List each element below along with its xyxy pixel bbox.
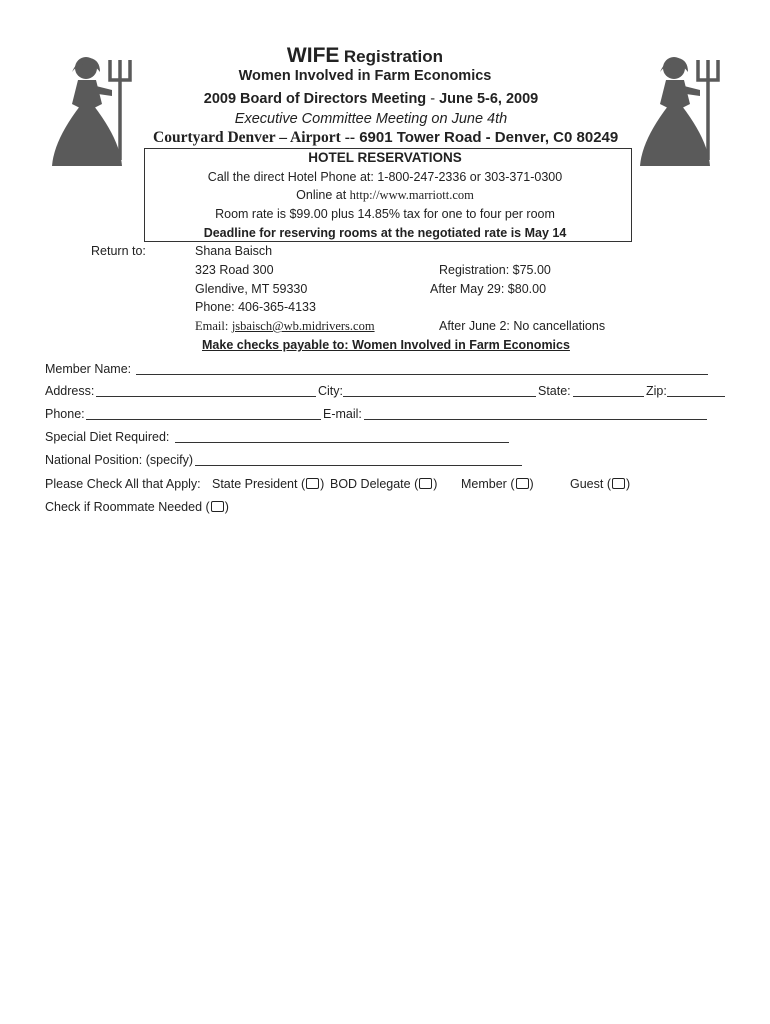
checkbox-icon: [612, 478, 625, 489]
checks-payable: Make checks payable to: Women Involved in Farm Economics: [202, 338, 570, 352]
meeting-dates: June 5-6, 2009: [439, 91, 539, 107]
special-diet-label: Special Diet Required:: [45, 430, 170, 444]
guest-checkbox[interactable]: ( ): [606, 477, 631, 491]
option-roommate[interactable]: [45, 500, 229, 514]
checkbox-icon: [419, 478, 432, 489]
option-guest[interactable]: [570, 477, 630, 491]
title-registration: Registration: [343, 47, 444, 66]
venue-line: [153, 129, 618, 147]
bod-delegate-checkbox[interactable]: ( ): [414, 477, 438, 491]
title-wife: WIFE: [286, 44, 340, 67]
special-diet-field[interactable]: [175, 442, 509, 443]
marriott-link[interactable]: http://www.marriott.com: [349, 188, 474, 202]
return-phone: Phone: 406-365-4133: [195, 300, 316, 314]
check-all-label: Please Check All that Apply:: [45, 477, 201, 491]
meeting-sep: -: [430, 91, 436, 107]
member-checkbox[interactable]: ( ): [510, 477, 534, 491]
return-name: Shana Baisch: [195, 244, 273, 258]
state-president-checkbox[interactable]: ( ): [300, 477, 325, 491]
return-street: 323 Road 300: [195, 263, 274, 277]
city-label: City:: [318, 384, 343, 398]
roommate-label: Check if Roommate Needed: [45, 500, 203, 514]
meeting-line: [0, 91, 756, 107]
return-email: [195, 319, 375, 334]
member-name-field[interactable]: [136, 374, 708, 375]
exec-meeting: Executive Committee Meeting on June 4th: [234, 111, 508, 127]
return-city: Glendive, MT 59330: [195, 282, 308, 296]
national-position-label: National Position: (specify): [45, 453, 193, 467]
checkbox-icon: [211, 501, 224, 512]
reservation-deadline: Deadline for reserving rooms at the negotiated rate is May 14: [203, 226, 567, 240]
member-label: Member: [461, 477, 507, 491]
state-president-label: State President: [212, 477, 298, 491]
city-field[interactable]: [343, 396, 536, 397]
zip-label: Zip:: [646, 384, 667, 398]
option-member[interactable]: [461, 477, 534, 491]
option-state-president[interactable]: [212, 477, 324, 491]
fee-after-may: After May 29: $80.00: [430, 282, 547, 296]
option-bod-delegate[interactable]: [330, 477, 437, 491]
email-link[interactable]: jsbaisch@wb.midrivers.com: [231, 319, 375, 333]
checkbox-icon: [306, 478, 319, 489]
venue-name: Courtyard Denver – Airport --: [153, 129, 356, 146]
national-position-field[interactable]: [195, 465, 522, 466]
state-label: State:: [538, 384, 571, 398]
phone-label: Phone:: [45, 407, 85, 421]
meeting-prefix: 2009 Board of Directors Meeting: [203, 91, 427, 107]
hotel-online: [0, 188, 770, 203]
roommate-checkbox[interactable]: ( ): [205, 500, 229, 514]
guest-label: Guest: [570, 477, 604, 491]
hotel-title: HOTEL RESERVATIONS: [308, 150, 462, 165]
zip-field[interactable]: [667, 396, 725, 397]
state-field[interactable]: [573, 396, 644, 397]
fee-registration: Registration: $75.00: [439, 263, 551, 277]
bod-delegate-label: BOD Delegate: [330, 477, 411, 491]
phone-field[interactable]: [86, 419, 321, 420]
checkbox-icon: [516, 478, 529, 489]
address-label: Address:: [45, 384, 95, 398]
hotel-phone: Call the direct Hotel Phone at: 1-800-247-2336 or 303-371-0300: [207, 170, 563, 184]
org-name: Women Involved in Farm Economics: [238, 68, 492, 84]
return-label: Return to:: [91, 244, 146, 258]
email-prefix: Email:: [195, 319, 229, 333]
online-prefix: Online at: [296, 188, 347, 202]
venue-address: 6901 Tower Road - Denver, C0 80249: [359, 129, 619, 146]
email-label: E-mail:: [323, 407, 362, 421]
fee-after-june: After June 2: No cancellations: [439, 319, 606, 333]
page-title: [0, 44, 750, 68]
email-field[interactable]: [364, 419, 707, 420]
member-name-label: Member Name:: [45, 362, 132, 376]
address-field[interactable]: [96, 396, 316, 397]
room-rate: Room rate is $99.00 plus 14.85% tax for one to four per room: [215, 207, 555, 221]
